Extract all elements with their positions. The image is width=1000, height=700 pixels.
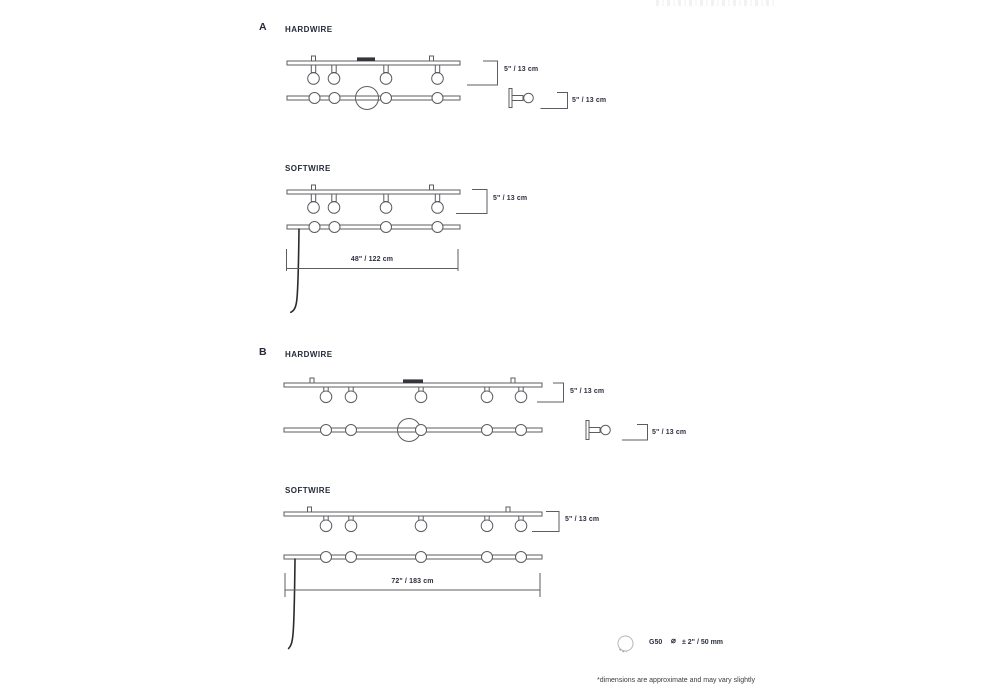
b-hardwire-height-dim: 5" / 13 cm [570,388,605,395]
section-b-softwire-title: SOFTWIRE [285,486,331,495]
bulbs [308,65,444,84]
side-view-icon [586,421,610,440]
b-hardwire-top-view [284,419,648,442]
fixture-bar [287,190,460,194]
mount-tab [430,56,434,61]
diameter-symbol: ⌀ [671,636,676,645]
a-softwire-height-dim: 5" / 13 cm [493,195,528,202]
b-softwire-height-dim: 5" / 13 cm [565,516,600,523]
mount-tab [506,507,510,512]
side-view-icon [509,89,533,108]
mount-tab [310,378,314,383]
b-hardwire-side-depth-dim: 5" / 13 cm [652,429,687,436]
mount-tab [312,56,316,61]
bulbs [308,194,444,213]
depth-dimension-bracket [541,93,568,109]
mount-tab [430,185,434,190]
bulb-diameter-value: ± 2" / 50 mm [682,639,724,646]
dimensions-disclaimer: *dimensions are approximate and may vary slightly [597,677,755,684]
a-softwire-length-dim: 48" / 122 cm [350,256,394,263]
a-hardwire-height-dim: 5" / 13 cm [504,66,539,73]
a-hardwire-front-view [287,56,498,85]
fixture-bar [287,61,460,65]
power-cord [289,559,295,649]
section-a-softwire-title: SOFTWIRE [285,164,331,173]
section-a-label: A [259,21,267,33]
b-softwire-front-view [284,507,559,532]
mount-tab [511,378,515,383]
b-softwire-length-dim: 72" / 183 cm [391,578,434,585]
depth-dimension-bracket [622,425,648,441]
height-dimension-bracket [456,190,487,214]
section-b-hardwire-title: HARDWIRE [285,350,333,359]
a-hardwire-top-view [287,87,568,110]
height-dimension-bracket [467,61,498,85]
fixture-bar [284,383,542,387]
mount-tab [308,507,312,512]
a-hardwire-side-depth-dim: 5" / 13 cm [572,97,607,104]
section-a-hardwire-title: HARDWIRE [285,25,333,34]
b-hardwire-front-view [284,378,564,403]
a-softwire-front-view [287,185,487,214]
mount-tab [312,185,316,190]
bulb-type-label: G50 [649,639,663,646]
canopy-plate [357,57,375,61]
b-softwire-top-view [284,552,542,649]
fixture-bar [284,512,542,516]
g50-bulb-icon [618,636,633,652]
canopy-plate [403,379,423,383]
power-cord [291,229,299,312]
a-softwire-top-view [287,222,461,313]
section-b-label: B [259,346,267,358]
bulbs [320,516,527,532]
bulbs [320,387,527,403]
